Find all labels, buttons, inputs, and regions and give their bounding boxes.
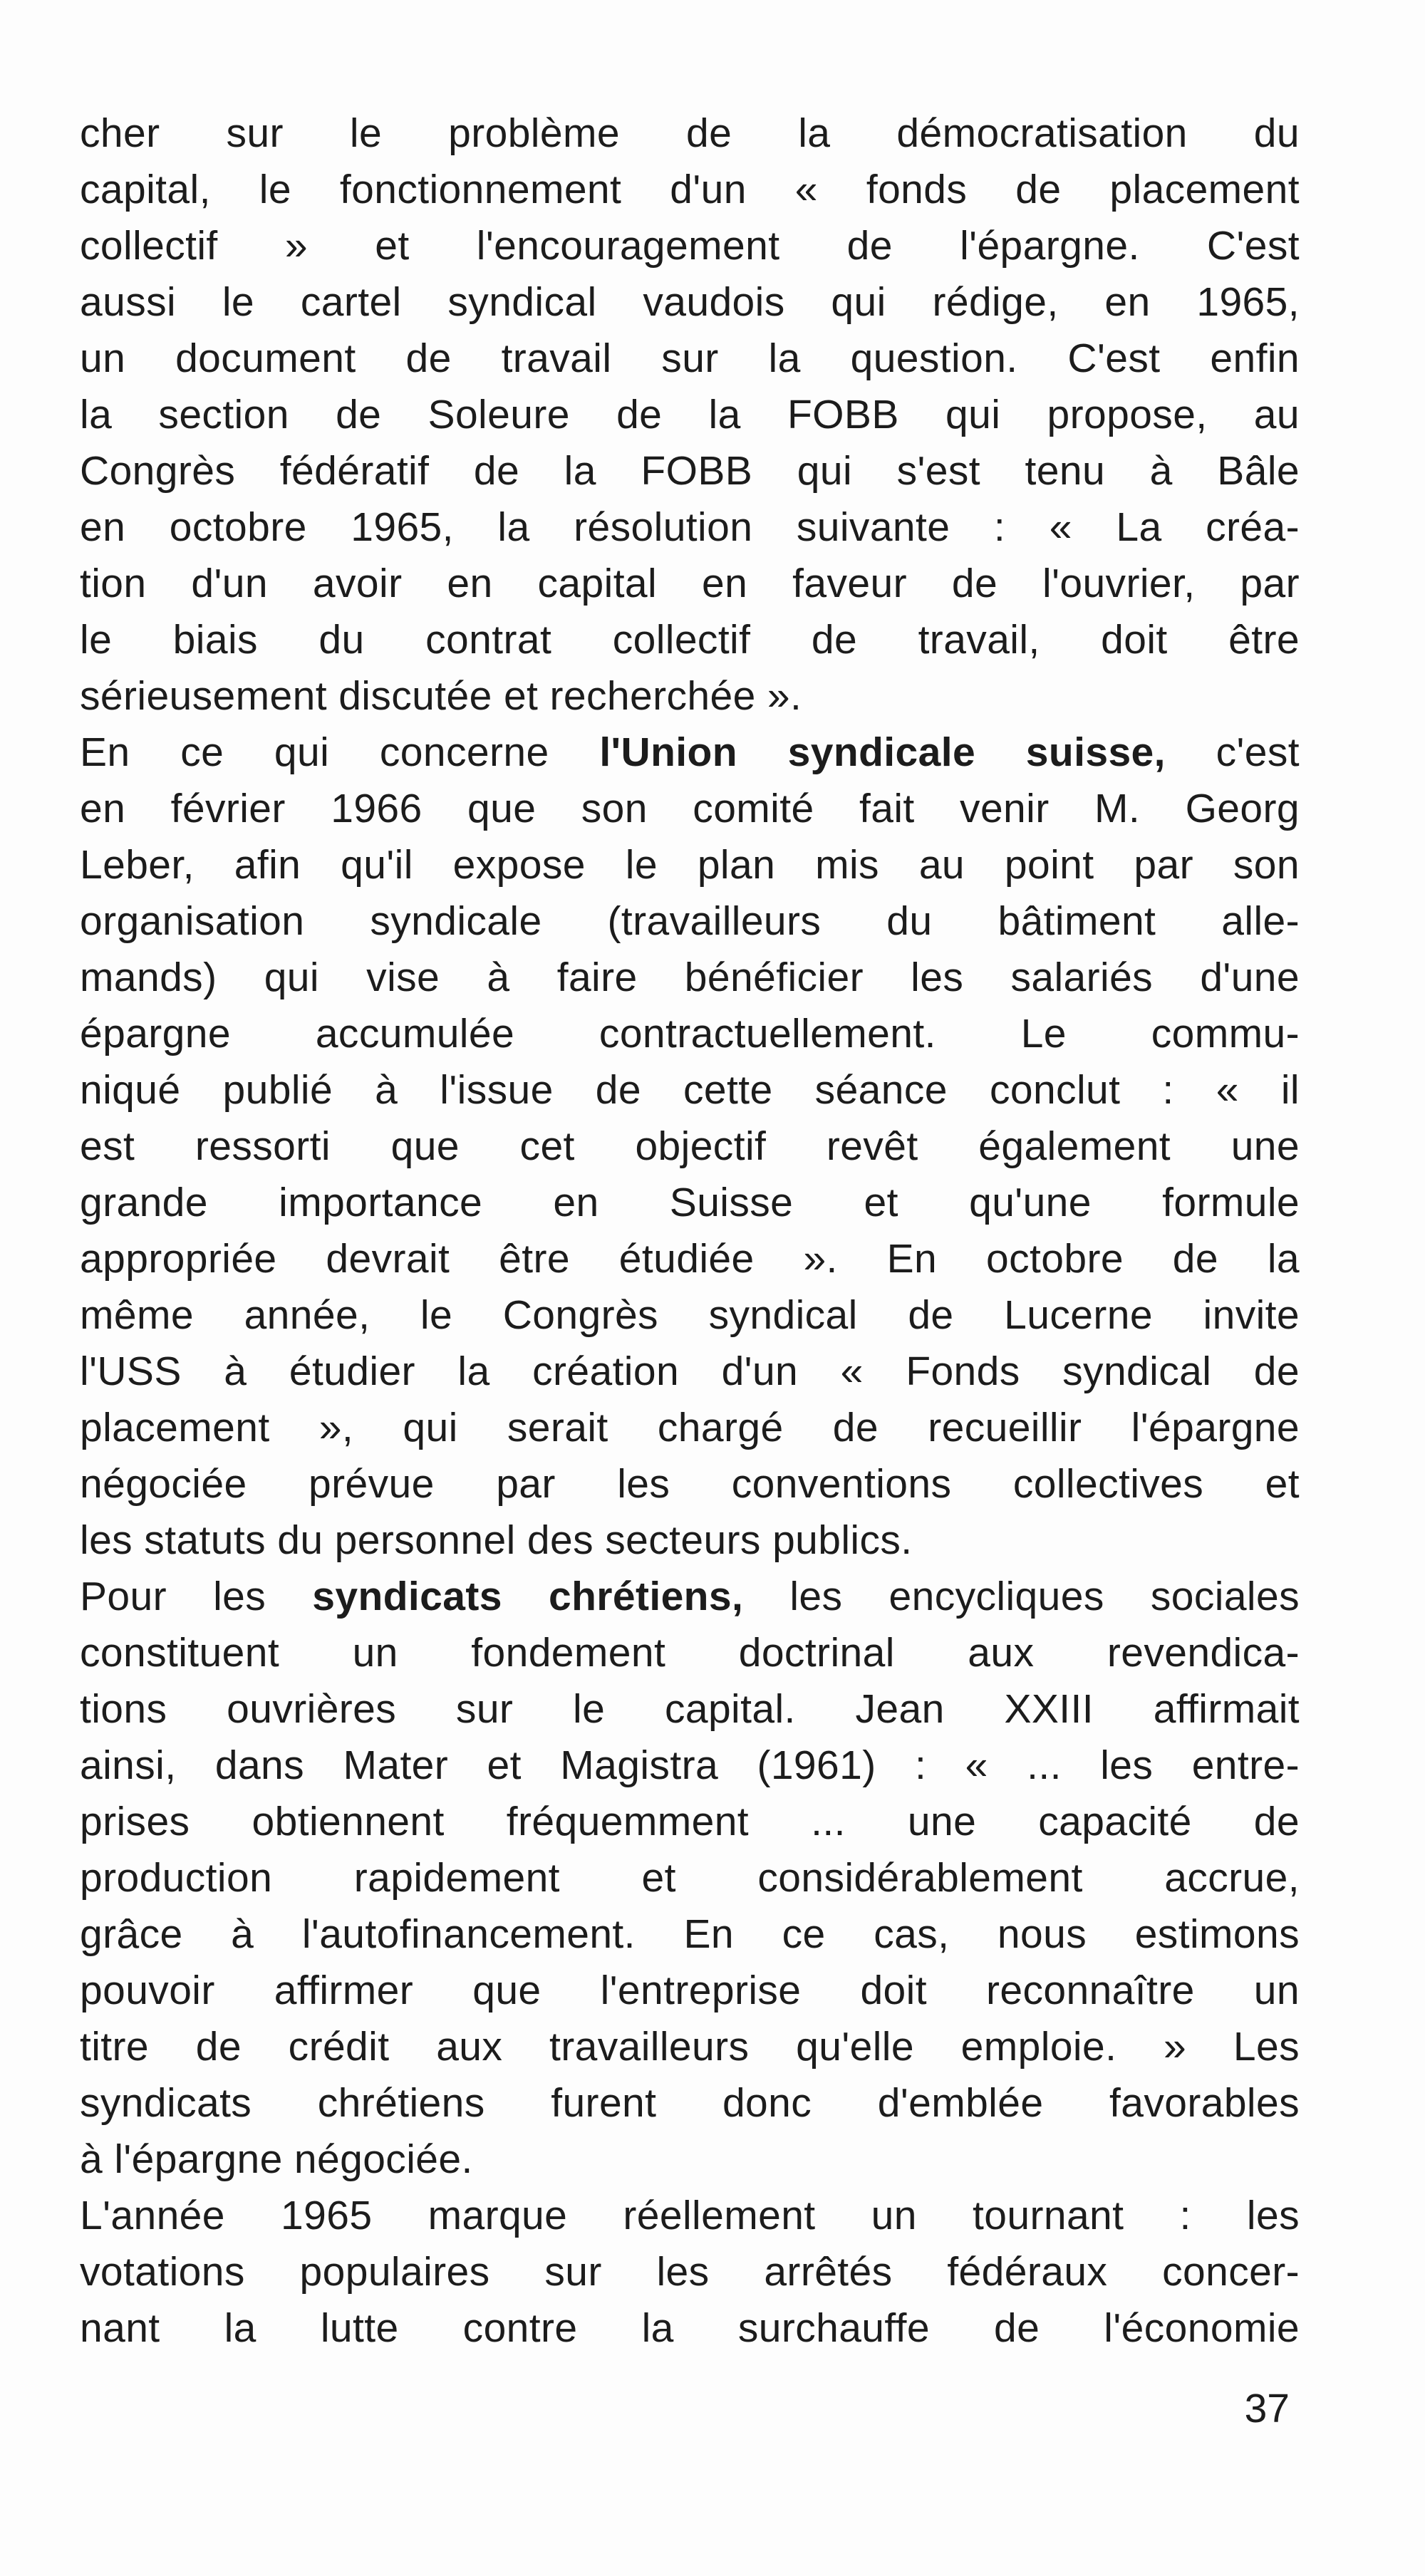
bold-term: l'Union syndicale suisse, [599, 729, 1166, 775]
bold-term: syndicats chrétiens, [312, 1574, 744, 1619]
text-line: même année, le Congrès syndical de Lucerne invite [80, 1292, 1300, 1338]
text-line: mands) qui vise à faire bénéficier les salariés d'une [80, 955, 1300, 1000]
text-line: collectif » et l'encouragement de l'épargne. C'est [80, 223, 1300, 269]
text-line: production rapidement et considérablement accrue, [80, 1855, 1300, 1901]
text-line: épargne accumulée contractuellement. Le commu- [80, 1011, 1300, 1056]
text-line: la section de Soleure de la FOBB qui propose, au [80, 392, 1300, 437]
line-text: les encycliques sociales [743, 1574, 1300, 1619]
text-line: titre de crédit aux travailleurs qu'elle emploie. » Les [80, 2024, 1300, 2069]
text-line: un document de travail sur la question. C'est enfin [80, 336, 1300, 381]
line-text: Pour les [80, 1574, 313, 1619]
text-line [80, 724, 1300, 781]
text-line: prises obtiennent fréquemment ... une capacité de [80, 1799, 1300, 1844]
text-line: en octobre 1965, la résolution suivante : « La créa- [80, 504, 1300, 550]
text-line: niqué publié à l'issue de cette séance conclut : « il [80, 1067, 1300, 1113]
text-line: le biais du contrat collectif de travail, doit être [80, 617, 1300, 663]
text-line: sérieusement discutée et recherchée ». [80, 673, 802, 719]
text-line: organisation syndicale (travailleurs du bâtiment alle- [80, 898, 1300, 944]
text-line: tion d'un avoir en capital en faveur de l'ouvrier, par [80, 561, 1300, 606]
text-line: placement », qui serait chargé de recueillir l'épargne [80, 1405, 1300, 1450]
line-text: c'est [1165, 729, 1300, 775]
text-line: cher sur le problème de la démocratisation du [80, 110, 1300, 156]
text-line: capital, le fonctionnement d'un « fonds de placement [80, 167, 1300, 212]
text-line: en février 1966 que son comité fait venir M. Georg [80, 786, 1300, 831]
text-line: tions ouvrières sur le capital. Jean XXIII affirmait [80, 1686, 1300, 1732]
text-line: Congrès fédératif de la FOBB qui s'est tenu à Bâle [80, 448, 1300, 494]
text-line [80, 1569, 1300, 1625]
text-line: appropriée devrait être étudiée ». En octobre de la [80, 1236, 1300, 1282]
page-body-text [80, 105, 1300, 2357]
text-line: syndicats chrétiens furent donc d'emblée favorables [80, 2080, 1300, 2126]
text-line: pouvoir affirmer que l'entreprise doit reconnaître un [80, 1968, 1300, 2013]
text-line: négociée prévue par les conventions collectives et [80, 1461, 1300, 1507]
text-line: ainsi, dans Mater et Magistra (1961) : « ... les entre- [80, 1743, 1300, 1788]
text-line: grande importance en Suisse et qu'une formule [80, 1180, 1300, 1225]
text-line: Leber, afin qu'il expose le plan mis au point par son [80, 842, 1300, 888]
line-text: En ce qui concerne [80, 729, 600, 775]
text-line: L'année 1965 marque réellement un tournant : les [80, 2193, 1300, 2238]
text-line: grâce à l'autofinancement. En ce cas, nous estimons [80, 1911, 1300, 1957]
text-line: votations populaires sur les arrêtés fédéraux concer- [80, 2249, 1300, 2295]
page-number: 37 [1244, 2386, 1290, 2431]
text-line: constituent un fondement doctrinal aux revendica- [80, 1630, 1300, 1676]
text-line: à l'épargne négociée. [80, 2136, 473, 2182]
text-line: l'USS à étudier la création d'un « Fonds syndical de [80, 1349, 1300, 1394]
text-line: les statuts du personnel des secteurs publics. [80, 1517, 913, 1563]
text-line: est ressorti que cet objectif revêt également une [80, 1123, 1300, 1169]
text-line: nant la lutte contre la surchauffe de l'économie [80, 2305, 1300, 2351]
text-line: aussi le cartel syndical vaudois qui rédige, en 1965, [80, 279, 1300, 325]
